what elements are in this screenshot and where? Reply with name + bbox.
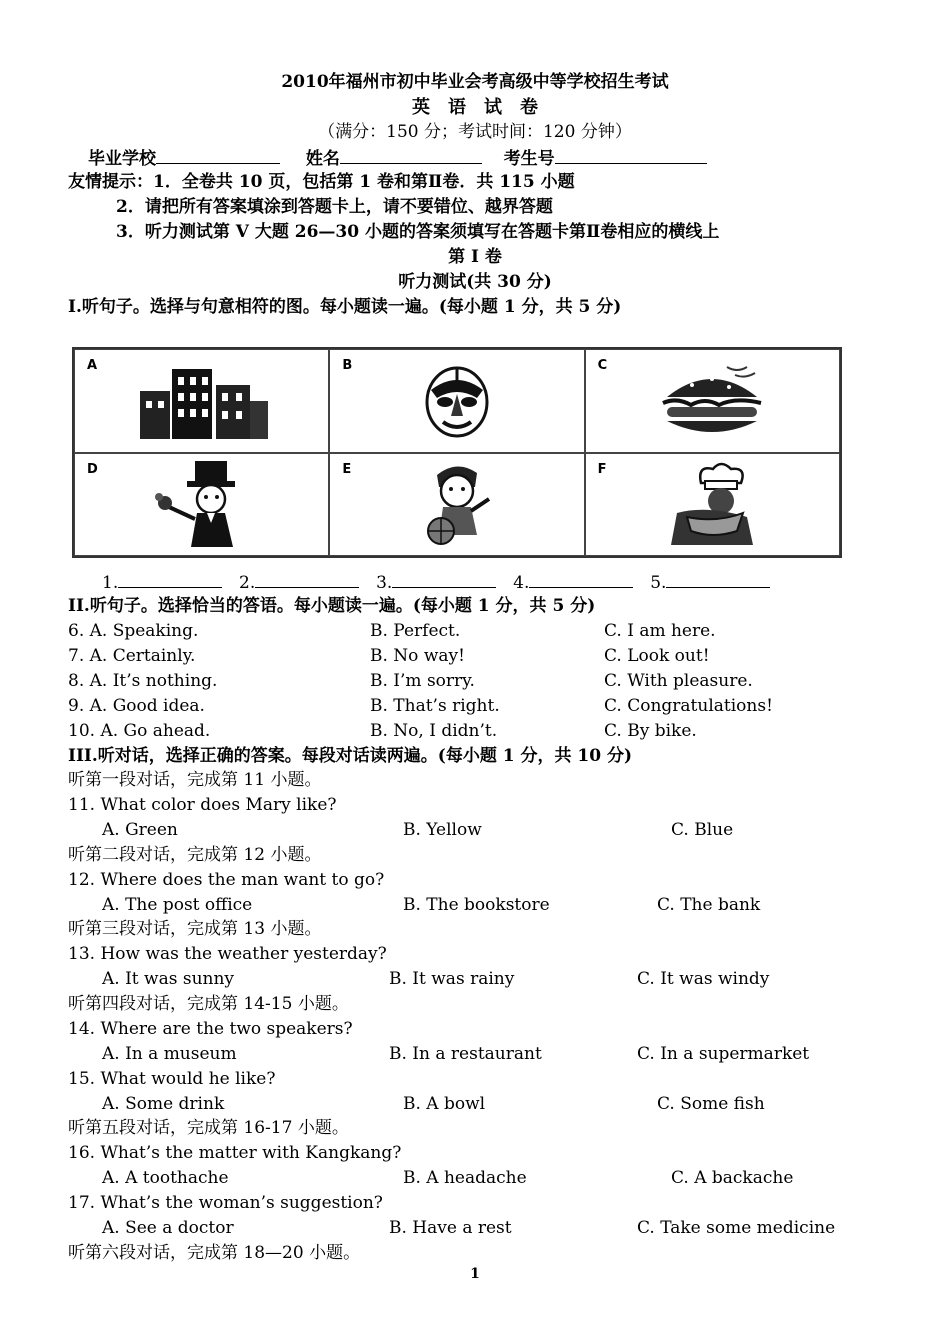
field-id-label: 考生号 — [503, 149, 555, 169]
question-13: 13. How was the weather yesterday? — [68, 944, 387, 964]
picture-a — [74, 349, 329, 453]
q12-option-c: C. The bank — [657, 895, 761, 915]
q14-option-a: A. In a museum — [102, 1044, 237, 1064]
exam-info: （满分：150 分；考试时间：120 分钟） — [318, 122, 632, 142]
dialogue-1-instruction: 听第一段对话，完成第 11 小题。 — [68, 770, 322, 790]
picture-letter: A — [87, 358, 98, 373]
chef-icon — [657, 461, 767, 547]
q15-option-b: B. A bowl — [403, 1094, 486, 1114]
magician-icon — [147, 459, 257, 549]
q7-option-a: 7. A. Certainly. — [68, 646, 196, 666]
dialogue-3-instruction: 听第三段对话，完成第 13 小题。 — [68, 919, 322, 939]
dialogue-5-instruction: 听第五段对话，完成第 16-17 小题。 — [68, 1118, 349, 1138]
q12-option-a: A. The post office — [102, 895, 253, 915]
id-blank[interactable] — [555, 145, 707, 164]
q9-option-a: 9. A. Good idea. — [68, 696, 205, 716]
picture-f — [585, 453, 840, 557]
field-school-label: 毕业学校 — [88, 149, 156, 169]
q16-option-c: C. A backache — [671, 1168, 794, 1188]
listening-title: 听力测试(共 30 分) — [398, 272, 552, 292]
q13-option-b: B. It was rainy — [389, 969, 515, 989]
q7-option-b: B. No way! — [370, 646, 465, 666]
q14-option-c: C. In a supermarket — [637, 1044, 810, 1064]
q10-option-b: B. No, I didn’t. — [370, 721, 498, 741]
q13-option-a: A. It was sunny — [102, 969, 235, 989]
q16-option-b: B. A headache — [403, 1168, 527, 1188]
picture-grid — [72, 347, 842, 558]
question-17: 17. What’s the woman’s suggestion? — [68, 1193, 383, 1213]
q15-option-a: A. Some drink — [102, 1094, 225, 1114]
dialogue-6-instruction: 听第六段对话，完成第 18—20 小题。 — [68, 1243, 361, 1263]
picture-b — [329, 349, 584, 453]
picture-letter: D — [87, 461, 98, 477]
exam-subtitle: 英 语 试 卷 — [412, 97, 538, 118]
q7-option-c: C. Look out! — [604, 646, 710, 666]
tip-3: 3．听力测试第 V 大题 26—30 小题的答案须填写在答题卡第Ⅱ卷相应的横线上 — [116, 222, 720, 242]
picture-letter: C — [597, 358, 608, 373]
part3-heading: III.听对话，选择正确的答案。每段对话读两遍。(每小题 1 分，共 10 分) — [68, 746, 633, 766]
q6-option-a: 6. A. Speaking. — [68, 621, 199, 641]
exam-title: 2010年福州市初中毕业会考高级中等学校招生考试 — [281, 72, 669, 92]
tip-2: 2．请把所有答案填涂到答题卡上，请不要错位、越界答题 — [116, 197, 553, 217]
q12-option-b: B. The bookstore — [403, 895, 550, 915]
q15-option-c: C. Some fish — [657, 1094, 765, 1114]
q6-option-b: B. Perfect. — [370, 621, 461, 641]
answer-blank-2[interactable] — [255, 569, 359, 588]
picture-letter: B — [342, 358, 353, 373]
blank-label: 5. — [650, 573, 667, 593]
answer-blank-3[interactable] — [392, 569, 496, 588]
info-fields — [88, 145, 707, 171]
question-11: 11. What color does Mary like? — [68, 795, 337, 815]
picture-d — [74, 453, 329, 557]
q11-option-a: A. Green — [102, 820, 178, 840]
q14-option-b: B. In a restaurant — [389, 1044, 542, 1064]
picture-letter: E — [342, 461, 352, 477]
q8-option-a: 8. A. It’s nothing. — [68, 671, 218, 691]
picture-c — [585, 349, 840, 453]
q17-option-a: A. See a doctor — [102, 1218, 234, 1238]
question-15: 15. What would he like? — [68, 1069, 276, 1089]
q13-option-c: C. It was windy — [637, 969, 770, 989]
dialogue-2-instruction: 听第二段对话，完成第 12 小题。 — [68, 845, 322, 865]
city-buildings-icon — [132, 361, 272, 441]
q16-option-a: A. A toothache — [102, 1168, 229, 1188]
picture-e — [329, 453, 584, 557]
picture-letter: F — [597, 461, 607, 477]
volume-title: 第 I 卷 — [448, 247, 502, 267]
name-blank[interactable] — [340, 145, 482, 164]
part1-heading: I.听句子。选择与句意相符的图。每小题读一遍。(每小题 1 分，共 5 分) — [68, 297, 622, 317]
q10-option-c: C. By bike. — [604, 721, 697, 741]
answer-blanks — [102, 569, 770, 595]
hamburger-icon — [657, 363, 767, 439]
q8-option-c: C. With pleasure. — [604, 671, 753, 691]
q11-option-c: C. Blue — [671, 820, 734, 840]
q17-option-c: C. Take some medicine — [637, 1218, 836, 1238]
boy-basketball-icon — [407, 459, 507, 549]
dialogue-4-instruction: 听第四段对话，完成第 14-15 小题。 — [68, 994, 349, 1014]
blank-label: 3. — [376, 573, 393, 593]
tip-1: 友情提示：1．全卷共 10 页，包括第 1 卷和第Ⅱ卷．共 115 小题 — [68, 172, 575, 192]
blank-label: 2. — [239, 573, 256, 593]
question-16: 16. What’s the matter with Kangkang? — [68, 1143, 402, 1163]
page-number: 1 — [470, 1266, 480, 1282]
blank-label: 4. — [513, 573, 530, 593]
q10-option-a: 10. A. Go ahead. — [68, 721, 211, 741]
q6-option-c: C. I am here. — [604, 621, 716, 641]
q11-option-b: B. Yellow — [403, 820, 482, 840]
opera-mask-icon — [417, 364, 497, 438]
field-name-label: 姓名 — [305, 149, 340, 169]
answer-blank-1[interactable] — [118, 569, 222, 588]
blank-label: 1. — [102, 573, 119, 593]
part2-heading: II.听句子。选择恰当的答语。每小题读一遍。(每小题 1 分，共 5 分) — [68, 596, 596, 616]
question-12: 12. Where does the man want to go? — [68, 870, 385, 890]
answer-blank-5[interactable] — [666, 569, 770, 588]
answer-blank-4[interactable] — [529, 569, 633, 588]
question-14: 14. Where are the two speakers? — [68, 1019, 353, 1039]
q17-option-b: B. Have a rest — [389, 1218, 512, 1238]
q8-option-b: B. I’m sorry. — [370, 671, 475, 691]
q9-option-c: C. Congratulations! — [604, 696, 773, 716]
q9-option-b: B. That’s right. — [370, 696, 500, 716]
school-blank[interactable] — [156, 145, 280, 164]
